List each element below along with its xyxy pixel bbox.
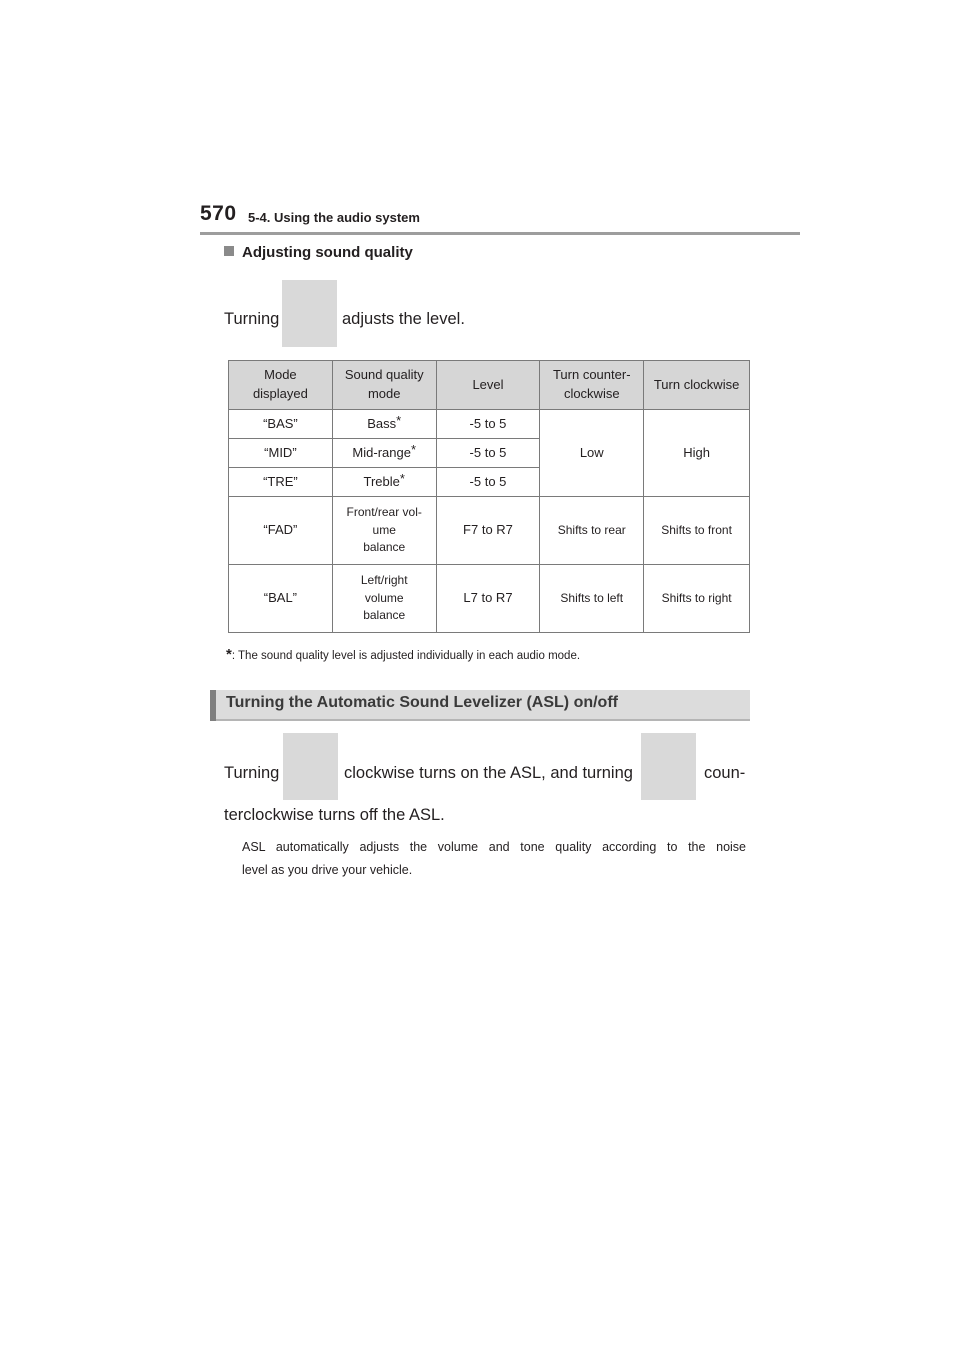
asterisk-mark: * [396, 412, 402, 428]
sound-quality-table [228, 360, 750, 633]
asl-note-line-2: level as you drive your vehicle. [242, 863, 413, 877]
knob-image-placeholder [641, 733, 696, 800]
cell-sound: Left/right volume balance [332, 565, 436, 633]
cell-mode: “BAL” [229, 565, 333, 633]
cell-level: -5 to 5 [436, 439, 540, 468]
asl-instruction-line-2: terclockwise turns off the ASL. [224, 806, 445, 824]
cell-mode: “FAD” [229, 497, 333, 565]
asl-note-line-1: ASL automatically adjusts the volume and tone quality according to the noise [242, 840, 746, 854]
footnote-asterisk: * [226, 646, 232, 663]
subheading-adjusting-sound-quality [224, 244, 413, 261]
asl-instruction-part-1: Turning [224, 764, 280, 782]
cell-sound: Mid-range* [332, 439, 436, 468]
cell-level: -5 to 5 [436, 410, 540, 439]
asterisk-mark: * [399, 470, 405, 486]
cell-sound: Treble* [332, 468, 436, 497]
header-turn-counterclockwise: Turn counter- clockwise [540, 361, 644, 410]
knob-image-placeholder [283, 733, 338, 800]
table-row [229, 565, 750, 633]
cell-ccw: Shifts to left [540, 565, 644, 633]
cell-mode: “BAS” [229, 410, 333, 439]
section-title: 5-4. Using the audio system [248, 210, 420, 225]
cell-cw: Shifts to front [644, 497, 750, 565]
cell-cw: Shifts to right [644, 565, 750, 633]
knob-image-placeholder [282, 280, 337, 347]
table-header-row [229, 361, 750, 410]
table-row [229, 497, 750, 565]
cell-sound: Bass* [332, 410, 436, 439]
asterisk-mark: * [410, 441, 417, 457]
cell-ccw: Shifts to rear [540, 497, 644, 565]
footnote [226, 646, 580, 663]
footnote-text: : The sound quality level is adjusted individually in each audio mode. [231, 650, 581, 662]
section-heading-accent [210, 690, 216, 721]
cell-mode: “MID” [229, 439, 333, 468]
asl-note [242, 836, 746, 882]
cell-level: F7 to R7 [436, 497, 540, 565]
asl-instruction-part-3: coun- [704, 764, 746, 782]
cell-level: -5 to 5 [436, 468, 540, 497]
cell-level: L7 to R7 [436, 565, 540, 633]
header-turn-clockwise: Turn clockwise [644, 361, 750, 410]
subheading-text: Adjusting sound quality [242, 244, 413, 261]
page-number: 570 [200, 202, 237, 225]
header-level: Level [436, 361, 540, 410]
section-heading-text: Turning the Automatic Sound Levelizer (ASL) on/off [226, 694, 618, 711]
cell-mode: “TRE” [229, 468, 333, 497]
header-sound-quality-mode: Sound quality mode [332, 361, 436, 410]
square-bullet-icon [224, 246, 234, 256]
cell-cw-merged: High [644, 410, 750, 497]
header-divider [200, 232, 800, 235]
instruction-suffix: adjusts the level. [342, 310, 465, 328]
instruction-prefix: Turning [224, 310, 280, 328]
cell-ccw-merged: Low [540, 410, 644, 497]
table-row [229, 410, 750, 439]
header-mode-displayed: Mode displayed [229, 361, 333, 410]
cell-sound: Front/rear vol- ume balance [332, 497, 436, 565]
asl-instruction-part-2: clockwise turns on the ASL, and turning [344, 764, 633, 782]
section-heading-bar [210, 690, 750, 721]
